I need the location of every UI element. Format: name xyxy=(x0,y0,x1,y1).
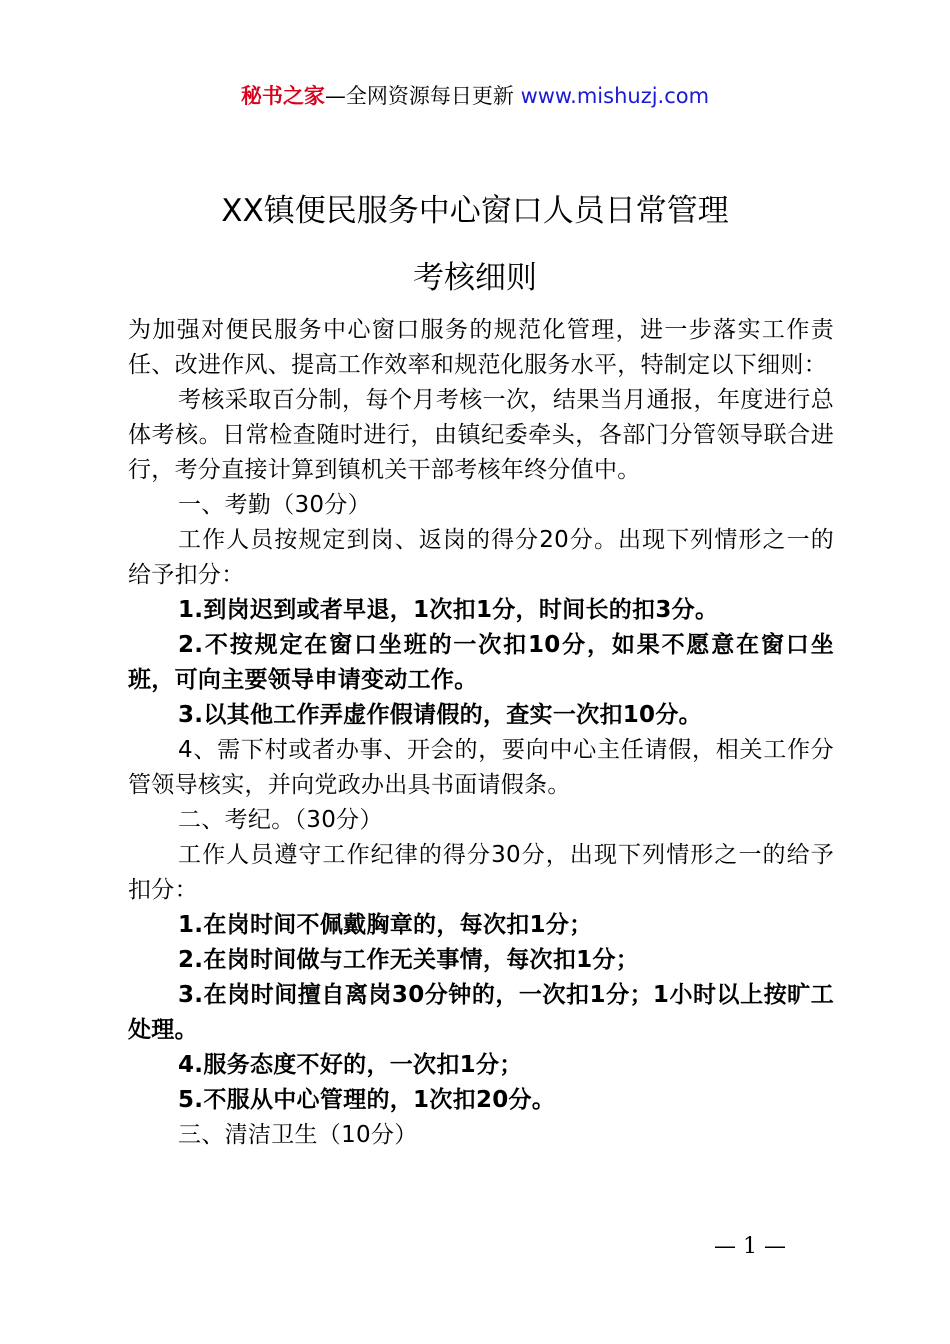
site-header xyxy=(0,80,950,112)
discipline-rule-1: 1.在岗时间不佩戴胸章的，每次扣1分； xyxy=(178,912,593,938)
discipline-rule-3: 3.在岗时间擅自离岗30分钟的，一次扣1分；1小时以上按旷工处理。 xyxy=(128,982,834,1043)
section-heading-discipline: 二、考纪。（30分） xyxy=(178,807,383,833)
section-heading-attendance: 一、考勤（30分） xyxy=(178,492,371,518)
attendance-rule-2: 2.不按规定在窗口坐班的一次扣10分，如果不愿意在窗口坐班，可向主要领导申请变动工作。 xyxy=(128,632,834,693)
attendance-rule-3: 3.以其他工作弄虚作假请假的，查实一次扣10分。 xyxy=(178,702,702,728)
attendance-rule-1: 1.到岗迟到或者早退，1次扣1分，时间长的扣3分。 xyxy=(178,597,719,623)
header-slogan: —全网资源每日更新 xyxy=(324,84,521,108)
document-title-line-2: 考核细则 xyxy=(413,260,537,296)
brand-name: 秘书之家 xyxy=(240,84,325,108)
document-title-line-1: XX镇便民服务中心窗口人员日常管理 xyxy=(221,193,729,229)
section-heading-cleaning: 三、清洁卫生（10分） xyxy=(178,1122,418,1148)
discipline-description: 工作人员遵守工作纪律的得分30分，出现下列情形之一的给予扣分： xyxy=(128,842,834,903)
discipline-rule-4: 4.服务态度不好的，一次扣1分； xyxy=(178,1052,523,1078)
discipline-rule-5: 5.不服从中心管理的，1次扣20分。 xyxy=(178,1087,556,1113)
intro-paragraph: 为加强对便民服务中心窗口服务的规范化管理，进一步落实工作责任、改进作风、提高工作效率和规范化服务水平，特制定以下细则： xyxy=(128,317,834,378)
discipline-rule-2: 2.在岗时间做与工作无关事情，每次扣1分； xyxy=(178,947,640,973)
page-number: — 1 — xyxy=(714,1234,786,1259)
attendance-description: 工作人员按规定到岗、返岗的得分20分。出现下列情形之一的给予扣分： xyxy=(128,527,834,588)
attendance-rule-4: 4、需下村或者办事、开会的，要向中心主任请假，相关工作分管领导核实，并向党政办出具书面请假条。 xyxy=(128,737,834,798)
assessment-method-paragraph: 考核采取百分制，每个月考核一次，结果当月通报，年度进行总体考核。日常检查随时进行，由镇纪委牵头，各部门分管领导联合进行，考分直接计算到镇机关干部考核年终分值中。 xyxy=(128,387,834,483)
site-url-link[interactable]: www.mishuzj.com xyxy=(520,84,710,108)
document-body xyxy=(128,313,834,1153)
